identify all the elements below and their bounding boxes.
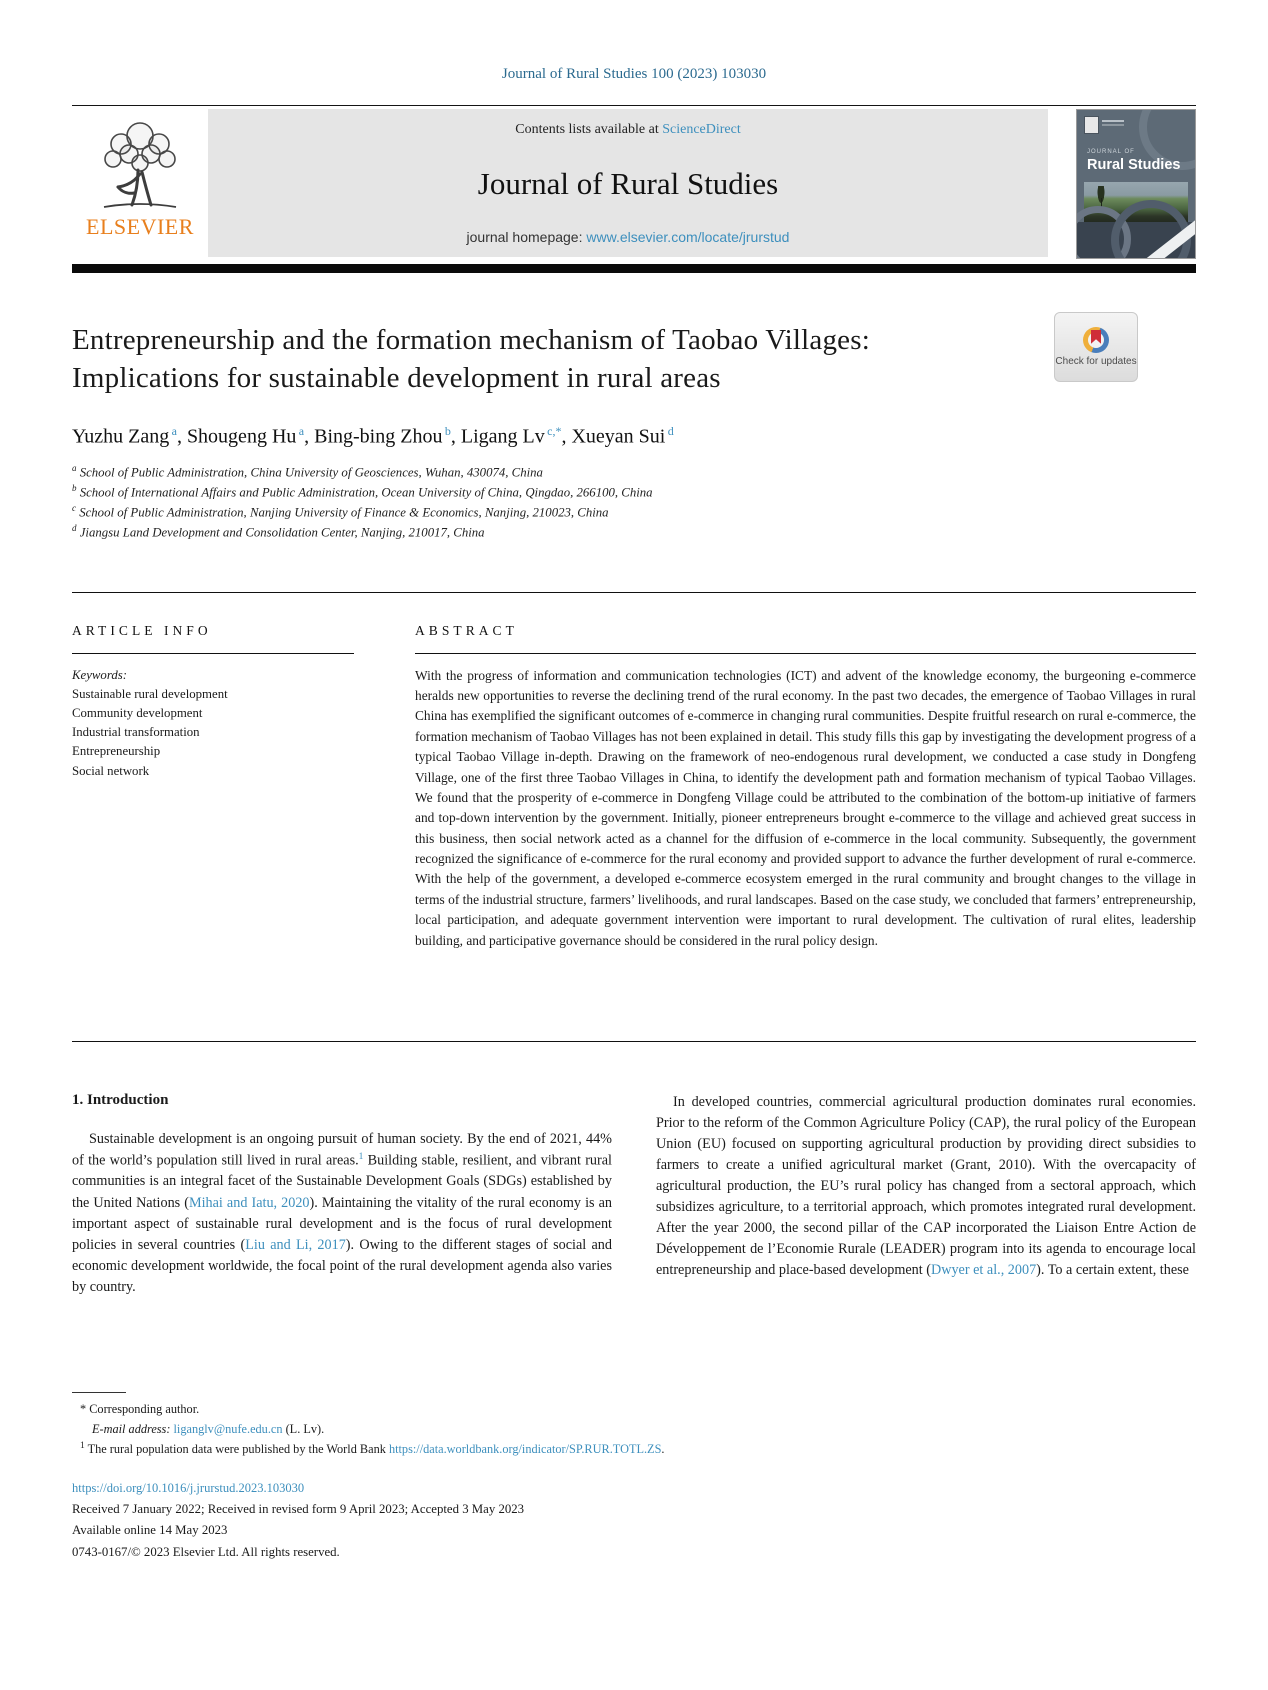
inline-link[interactable]: Liu and Li, 2017 — [245, 1236, 346, 1253]
section-heading: 1. Introduction — [72, 1091, 169, 1108]
crossmark-icon — [1083, 327, 1109, 353]
intro-paragraph-left — [72, 1129, 612, 1298]
author-name: Ligang Lv — [460, 426, 545, 449]
author-name: Shougeng Hu — [186, 426, 297, 449]
affiliation-sup: d — [72, 522, 77, 533]
affiliation-text: Jiangsu Land Development and Consolidation Center, Nanjing, 210017, China — [79, 525, 485, 540]
cover-publisher-chip — [1085, 117, 1098, 133]
copyright-line: 0743-0167/© 2023 Elsevier Ltd. All rights reserved. — [72, 1544, 340, 1559]
author-name: Bing-bing Zhou — [314, 426, 443, 449]
masthead — [72, 109, 1196, 257]
page-footer — [72, 1478, 1196, 1563]
keywords-label: Keywords: — [72, 667, 127, 682]
journal-banner — [208, 109, 1048, 257]
text-segment: Building stable, resilient, and vibrant rural communities is an integral facet of the Sustainable Development Goals (SDGs) established by the United Nations ( — [72, 1152, 612, 1211]
affiliation-text: School of Public Administration, Nanjing University of Finance & Economics, Nanjing, 210023, China — [79, 505, 609, 520]
text-segment: . — [661, 1442, 665, 1457]
text-segment: 1 — [80, 1441, 85, 1452]
text-segment: ). To a certain extent, these — [1036, 1261, 1189, 1278]
sciencedirect-link[interactable]: ScienceDirect — [662, 122, 741, 137]
elsevier-wordmark: ELSEVIER — [86, 214, 194, 239]
article-info-heading: ARTICLE INFO — [72, 622, 212, 638]
text-segment: ). Owing to the different stages of social and economic development worldwide, the focal point of the rural development agenda also varies by country. — [72, 1236, 612, 1295]
author-name: Yuzhu Zang — [72, 426, 170, 449]
abstract-text: With the progress of information and communication technologies (ICT) and advent of the knowledge economy, the burgeoning e-commerce heralds new opportunities to reverse the declining trend of the rural economy. In the past two decades, the emergence of Taobao Villages in rural China has exemplified the significant outcomes of e-commerce in changing rural communities. Despite fruitful research on rural e-commerce, the formation mechanism of Taobao Villages has not been explained in detail. This study fills this gap by investigating the development progress of a typical Taobao Village in-depth. Drawing on the framework of neo-endogenous rural development, we conducted a case study in Dongfeng Village, one of the first three Taobao Villages in China, to identify the development path and formation mechanism of typical Taobao Villages. We found that the prosperity of e-commerce in Dongfeng Village could be attributed to the combination of the bottom-up initiative of farmers and top-down intervention by the government. Initially, pioneer entrepreneurs brought e-commerce to the village and achieved great success in this business, then social network acted as a channel for the diffusion of e-commerce in the local community. Subsequently, the government recognized the significance of e-commerce for the rural economy and provided support to advance the further development of rural e-commerce. With the help of the government, a developed e-commerce ecosystem emerged in the rural community and brought changes to the village in terms of the industrial structure, farmers’ livelihoods, and rural landscapes. Based on the case study, we concluded that farmers’ entrepreneurship, local participation, and adequate government intervention were important to rural development. The cultivation of rural elites, leadership building, and participative governance should be considered in the rural policy design. — [415, 667, 1196, 948]
elsevier-tree-icon — [88, 112, 192, 216]
affiliation-list — [72, 462, 1196, 542]
introduction-section — [72, 1092, 1196, 1298]
affiliation — [72, 522, 1196, 542]
article-title: Entrepreneurship and the formation mechanism of Taobao Villages: Implications for sustainable development in rural areas — [72, 324, 870, 394]
inline-link[interactable]: Dwyer et al., 2007 — [930, 1261, 1037, 1278]
check-updates-label: Check for updates — [1055, 355, 1137, 367]
footnote-rule — [72, 1392, 126, 1393]
author-name: Xueyan Sui — [571, 426, 666, 449]
author-list — [72, 424, 1196, 449]
cover-title: Rural Studies — [1087, 157, 1181, 173]
keyword: Community development — [72, 706, 203, 721]
affiliation — [72, 502, 1196, 522]
keyword: Industrial transformation — [72, 725, 200, 740]
author-affiliation-sup: a — [296, 424, 305, 439]
intro-right-column — [656, 1092, 1196, 1298]
inline-link[interactable]: Mihai and Iatu, 2020 — [188, 1194, 310, 1211]
crossmark-ribbon-icon — [1091, 330, 1101, 344]
author-affiliation-sup: c,* — [544, 424, 562, 439]
text-segment: The rural population data were published by the World Bank — [84, 1442, 389, 1457]
journal-homepage-link[interactable]: www.elsevier.com/locate/jrurstud — [586, 229, 790, 245]
world-bank-note — [72, 1439, 1196, 1460]
affiliation-text: School of Public Administration, China University of Geosciences, Wuhan, 430074, China — [79, 465, 543, 480]
text-segment: (L. Lv). — [282, 1421, 325, 1436]
journal-title: Journal of Rural Studies — [477, 165, 779, 201]
elsevier-logo[interactable] — [72, 109, 208, 257]
contents-text: Contents lists available at — [515, 122, 663, 137]
affiliation-sup: a — [72, 463, 77, 474]
journal-cover-thumbnail[interactable] — [1076, 109, 1196, 259]
cover-issue-lines — [1102, 120, 1124, 122]
author-separator: , — [450, 426, 461, 449]
homepage-line — [208, 229, 1048, 245]
text-segment: E-mail address: — [92, 1421, 174, 1436]
author-separator: , — [304, 426, 315, 449]
doi-link[interactable]: https://doi.org/10.1016/j.jrurstud.2023.103030 — [72, 1481, 305, 1495]
abstract-column — [415, 623, 1196, 1041]
article-info-rule — [72, 653, 354, 654]
corresponding-author-note — [72, 1400, 1196, 1420]
available-online: Available online 14 May 2023 — [72, 1523, 228, 1538]
author-affiliation-sup: d — [665, 424, 674, 439]
affiliation — [72, 462, 1196, 482]
inline-link[interactable]: liganglv@nufe.edu.cn — [173, 1421, 283, 1436]
text-segment: ). Maintaining the vitality of the rural economy is an important aspect of sustainable rural development and is the focus of rural development policies in several countries ( — [72, 1194, 612, 1253]
text-segment: 1 — [358, 1151, 364, 1162]
homepage-text: journal homepage: — [466, 229, 587, 245]
author-affiliation-sup: a — [169, 424, 177, 439]
author-affiliation-sup: b — [442, 424, 451, 439]
check-for-updates-badge[interactable] — [1054, 312, 1138, 382]
text-segment: In developed countries, commercial agricultural production dominates rural economies. Prior to the reform of the Common Agriculture Policy (CAP), the rural policy of the European Union (EU) focused on supporting agricultural production by providing direct subsidies to farmers to create a unified agricultural market (Grant, 2010). With the overcapacity of agricultural production, the EU’s rural policy has changed from a sectoral approach, which subsidizes agriculture, to a territorial approach, which promotes integrated rural development. After the year 2000, the second pillar of the CAP incorporated the Liaison Entre Action de Développement de l’Economie Rurale (LEADER) program into its agenda to encourage local entrepreneurship and place-based development ( — [656, 1093, 1196, 1278]
text-segment: Sustainable development is an ongoing pursuit of human society. By the end of 2021, 44% of the world’s population still lived in rural areas. — [72, 1130, 612, 1169]
affiliation — [72, 482, 1196, 502]
inline-link[interactable]: https://data.worldbank.org/indicator/SP.RUR.TOTL.ZS — [388, 1442, 662, 1457]
article-info-column — [72, 623, 354, 1041]
keyword: Sustainable rural development — [72, 686, 228, 701]
author-separator: , — [561, 426, 572, 449]
keyword-list — [72, 685, 354, 781]
intro-left-column — [72, 1092, 612, 1298]
header-rule — [72, 105, 1196, 106]
author-separator: , — [176, 426, 187, 449]
cover-kicker: JOURNAL OF — [1087, 149, 1135, 155]
affiliation-sup: c — [72, 502, 76, 513]
cover-tree-silhouette — [1096, 186, 1106, 208]
text-segment: * Corresponding author. — [80, 1402, 200, 1416]
contents-line — [208, 122, 1048, 138]
affiliation-sup: b — [72, 482, 77, 493]
received-dates: Received 7 January 2022; Received in revised form 9 April 2023; Accepted 3 May 2023 — [72, 1502, 525, 1516]
affiliation-text: School of International Affairs and Public Administration, Ocean University of China, Qingdao, 266100, China — [79, 485, 653, 500]
divider-bar — [72, 264, 1196, 273]
keyword: Social network — [72, 763, 150, 778]
footnotes — [72, 1392, 1196, 1460]
journal-citation: Journal of Rural Studies 100 (2023) 103030 — [501, 66, 767, 82]
intro-paragraph-right — [656, 1092, 1196, 1281]
abstract-heading: ABSTRACT — [415, 622, 518, 638]
keyword: Entrepreneurship — [72, 744, 161, 759]
email-note — [72, 1420, 1196, 1440]
info-abstract-section — [72, 592, 1196, 1042]
abstract-rule — [415, 653, 1196, 654]
